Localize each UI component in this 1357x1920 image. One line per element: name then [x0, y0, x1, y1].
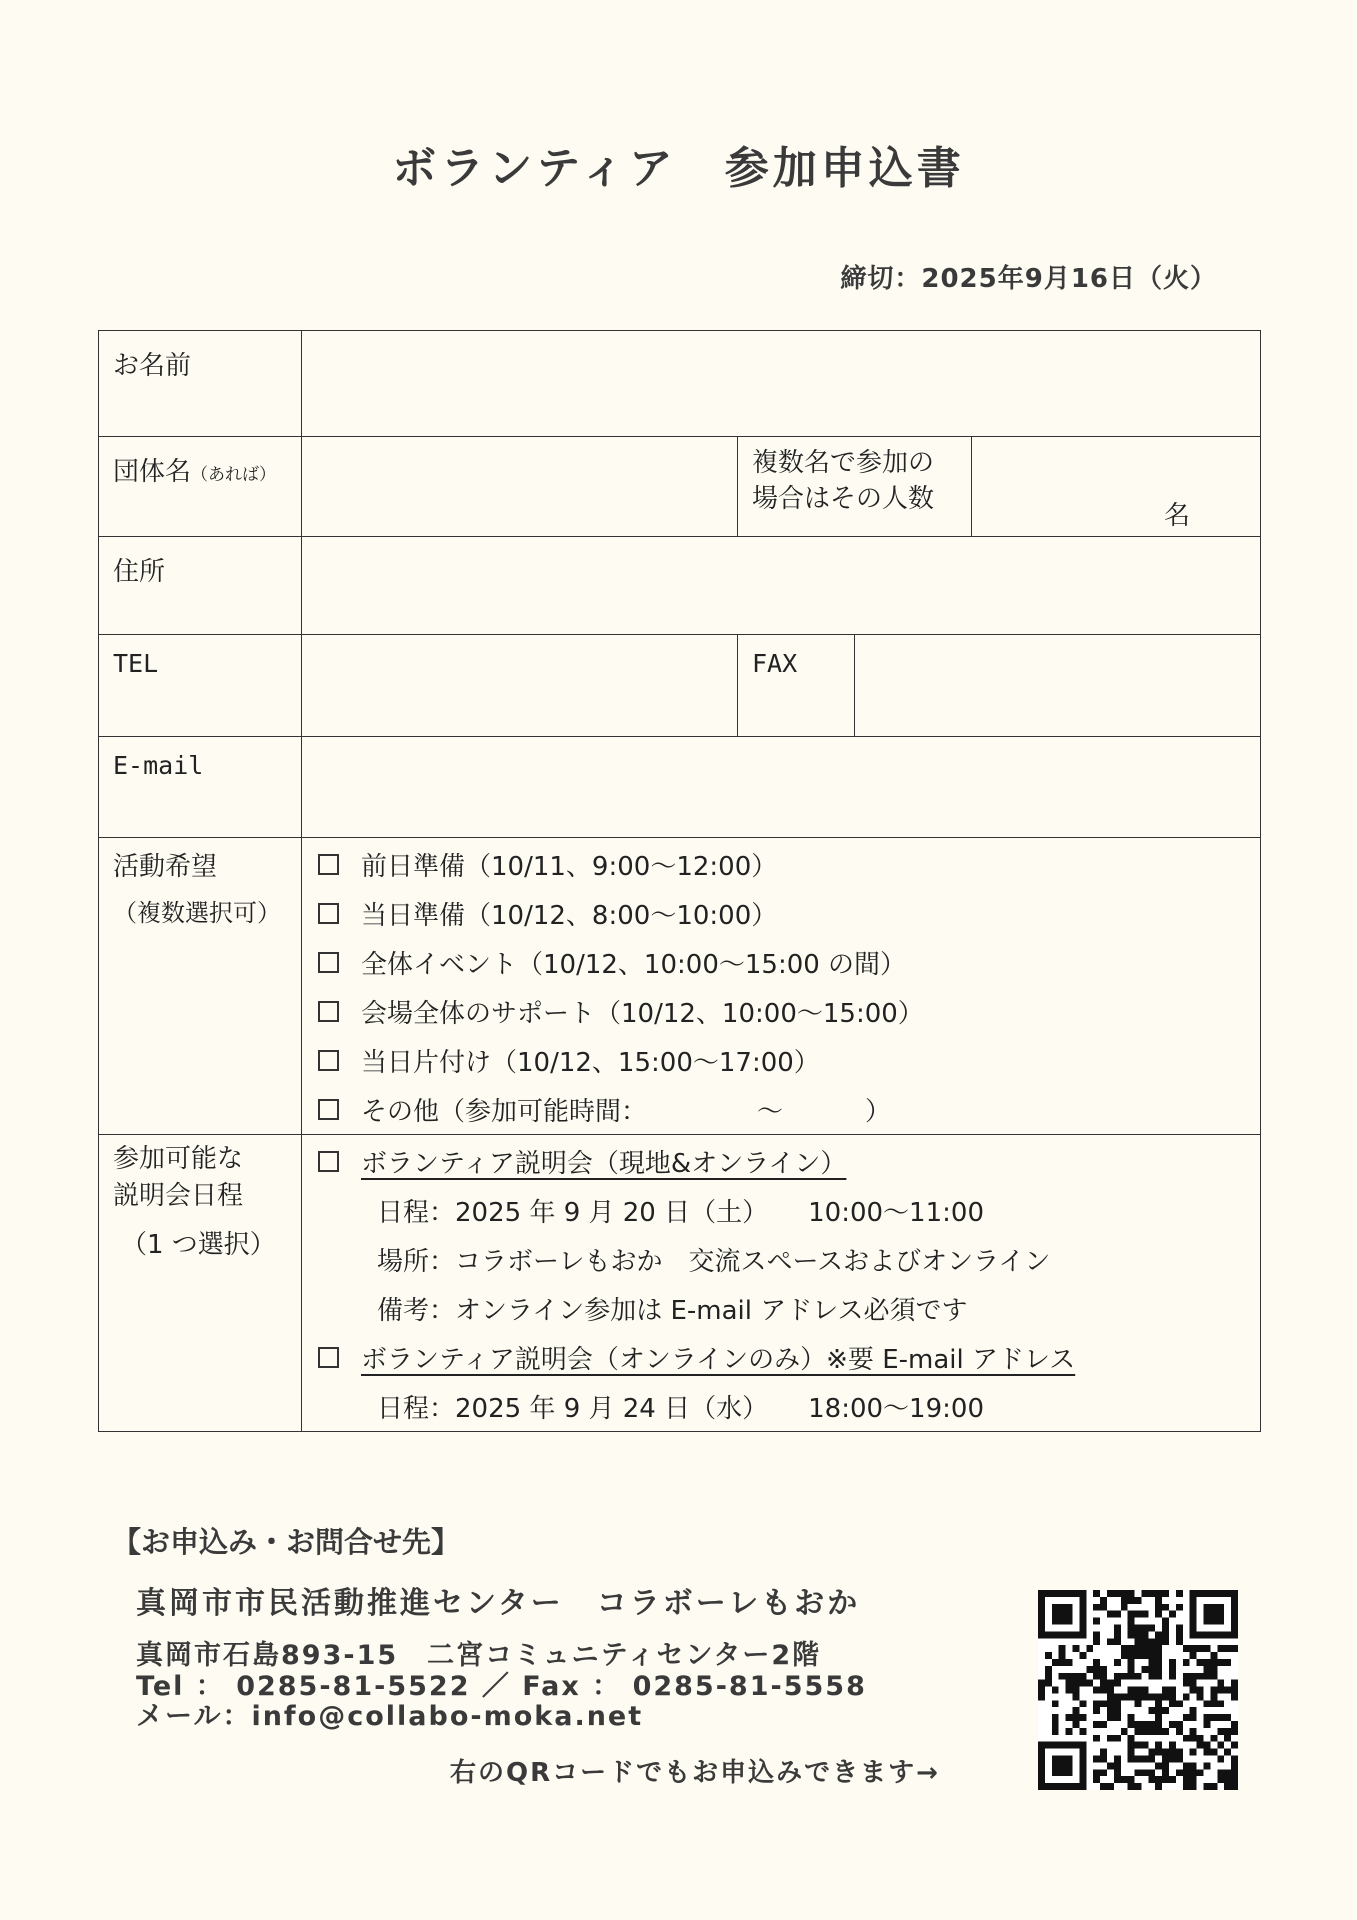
activity-sub: （複数選択可）	[113, 899, 281, 927]
email-label: E-mail	[99, 737, 302, 838]
session2-date: 日程：2025 年 9 月 24 日（水） 18:00～19:00	[377, 1394, 984, 1424]
session-label-cell	[99, 1135, 302, 1432]
page-title: ボランティア 参加申込書	[392, 143, 965, 194]
checkbox[interactable]	[318, 1151, 339, 1172]
group-note: （あれば）	[191, 465, 277, 485]
activity-option[interactable]: 全体イベント（10/12、10:00～15:00 の間）	[316, 938, 1246, 987]
contact-org: 真岡市市民活動推進センター コラボーレもおか	[136, 1586, 861, 1621]
session-sub: （1 つ選択）	[121, 1230, 276, 1260]
session1-place: 場所：コラボーレもおか 交流スペースおよびオンライン	[377, 1247, 1051, 1277]
activity-option[interactable]: 会場全体のサポート（10/12、10:00～15:00）	[316, 987, 1246, 1036]
activity-label: 活動希望	[113, 852, 218, 882]
count-field[interactable]	[972, 437, 1261, 537]
deadline: 締切：2025年9月16日（火）	[840, 264, 1217, 294]
contact-mail: メール：info@collabo-moka.net	[136, 1701, 644, 1732]
contact-heading: 【お申込み・お問合せ先】	[112, 1525, 461, 1559]
count-label-cell	[738, 437, 972, 537]
count-unit: 名	[1163, 501, 1190, 531]
checkbox[interactable]	[318, 1001, 339, 1022]
name-label: お名前	[99, 331, 302, 437]
activity-option[interactable]: 当日準備（10/12、8:00～10:00）	[316, 889, 1246, 938]
count-label-line-1: 複数名で参加の	[752, 448, 935, 478]
activity-option[interactable]: 当日片付け（10/12、15:00～17:00）	[316, 1036, 1246, 1085]
session1-note: 備考：オンライン参加は E-mail アドレス必須です	[377, 1296, 968, 1326]
tel-label: TEL	[99, 635, 302, 737]
fax-label: FAX	[738, 635, 855, 737]
email-field[interactable]	[302, 737, 1261, 838]
checkbox[interactable]	[318, 903, 339, 924]
qr-note: 右のQRコードでもお申込みできます→	[450, 1758, 940, 1788]
address-field[interactable]	[302, 537, 1261, 635]
session-label-line-2: 説明会日程	[113, 1181, 244, 1211]
fax-field[interactable]	[855, 635, 1261, 737]
count-label-line-2: 場合はその人数	[752, 484, 935, 514]
group-label: 団体名	[113, 457, 192, 487]
address-label: 住所	[99, 537, 302, 635]
activity-options	[302, 838, 1261, 1135]
application-form	[98, 330, 1261, 1432]
group-label-cell	[99, 437, 302, 537]
activity-option-other[interactable]: その他（参加可能時間： ～ ）	[316, 1085, 1246, 1134]
checkbox[interactable]	[318, 854, 339, 875]
activity-option[interactable]: 前日準備（10/11、9:00～12:00）	[316, 840, 1246, 889]
checkbox[interactable]	[318, 952, 339, 973]
session-options	[302, 1135, 1261, 1432]
session1-date: 日程：2025 年 9 月 20 日（土） 10:00～11:00	[377, 1198, 984, 1228]
session-option-1[interactable]: ボランティア説明会（現地&オンライン）	[316, 1137, 1246, 1186]
activity-label-cell	[99, 838, 302, 1135]
checkbox[interactable]	[318, 1099, 339, 1120]
group-field[interactable]	[302, 437, 738, 537]
session-label-line-1: 参加可能な	[113, 1144, 244, 1174]
tel-field[interactable]	[302, 635, 738, 737]
qr-code-icon[interactable]	[1038, 1590, 1238, 1790]
checkbox[interactable]	[318, 1050, 339, 1071]
contact-address: 真岡市石島893-15 二宮コミュニティセンター2階	[136, 1640, 822, 1671]
session-option-2[interactable]: ボランティア説明会（オンラインのみ）※要 E-mail アドレス	[316, 1333, 1246, 1382]
checkbox[interactable]	[318, 1347, 339, 1368]
name-field[interactable]	[302, 331, 1261, 437]
contact-tel-fax: Tel ： 0285-81-5522 ／ Fax ： 0285-81-5558	[136, 1671, 867, 1702]
